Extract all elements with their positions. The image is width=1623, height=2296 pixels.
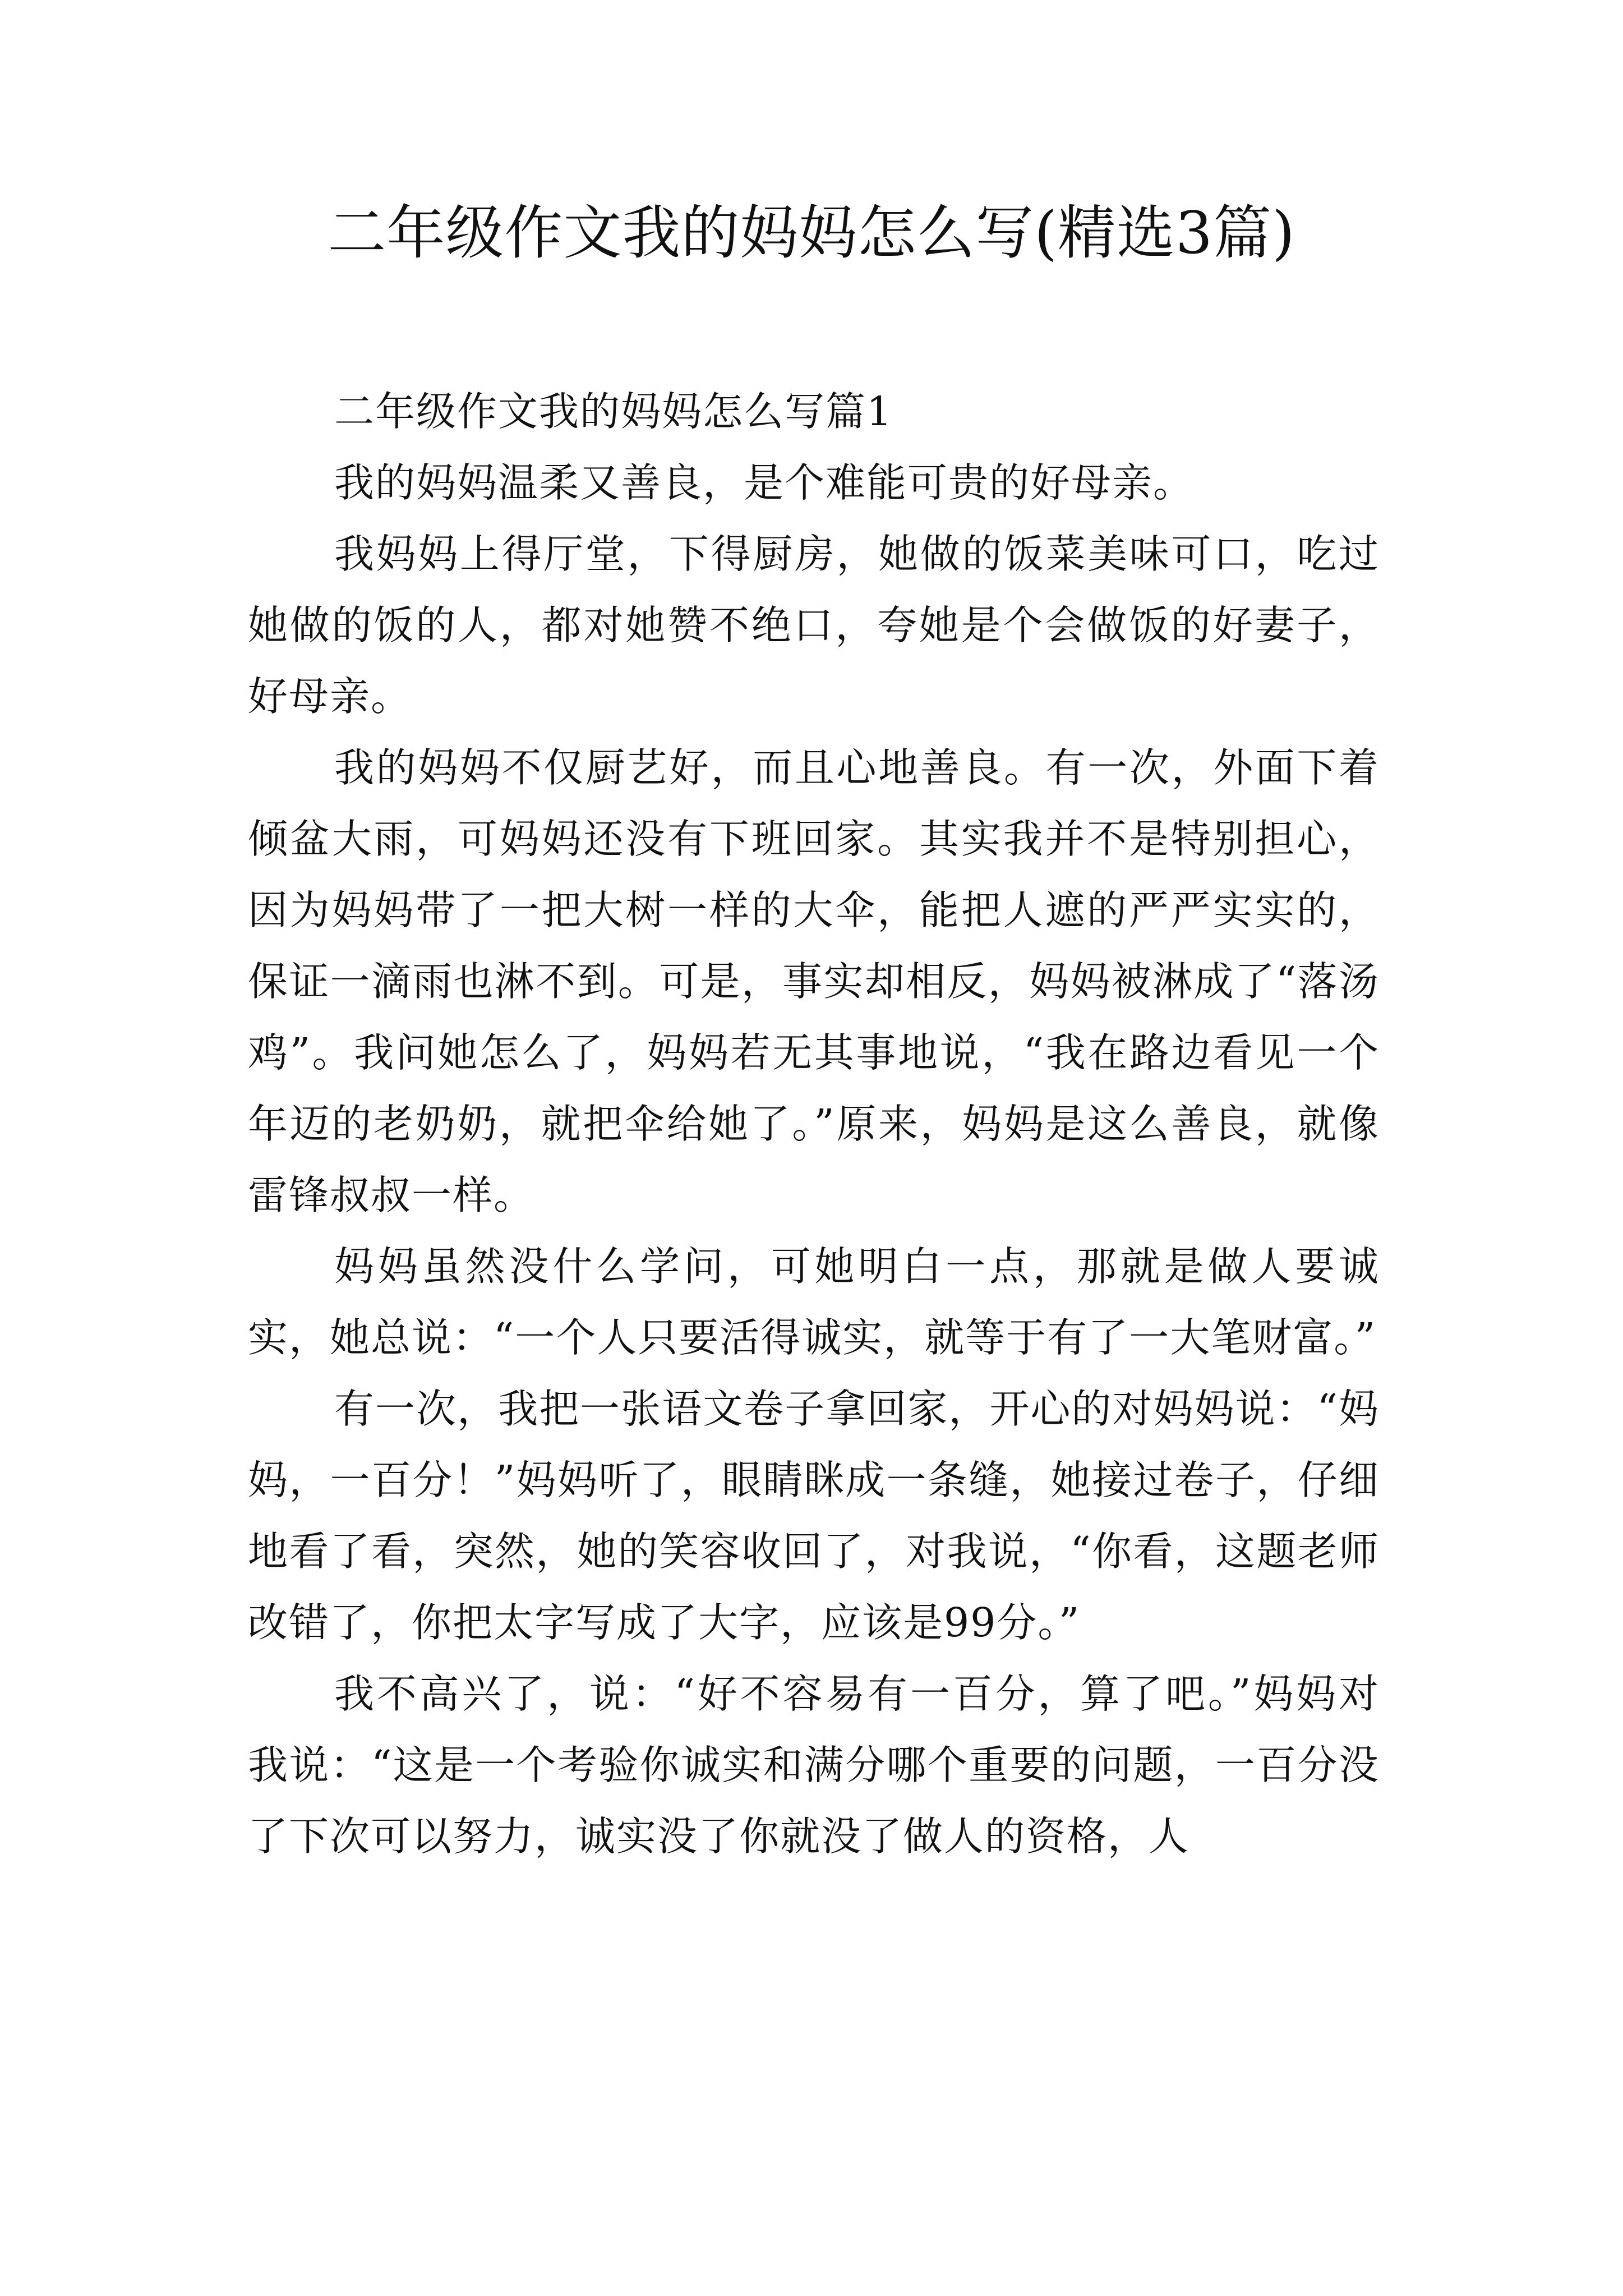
paragraph: 我不高兴了，说：“好不容易有一百分，算了吧。”妈妈对我说：“这是一个考验你诚实和满分哪个重要的问题，一百分没了下次可以努力，诚实没了你就没了做人的资格，人 (248, 1671, 1380, 1860)
paragraph: 有一次，我把一张语文卷子拿回家，开心的对妈妈说：“妈妈，一百分！”妈妈听了，眼睛眯成一条缝，她接过卷子，仔细地看了看，突然，她的笑容收回了，对我说，“你看，这题老师改错了，你把太字写成了大字，应该是99分。” (248, 1386, 1380, 1646)
section-heading: 二年级作文我的妈妈怎么写篇1 (334, 388, 893, 435)
paragraph: 妈妈虽然没什么学问，可她明白一点，那就是做人要诚实，她总说：“一个人只要活得诚实，就等于有了一大笔财富。” (248, 1243, 1380, 1361)
document-body (248, 376, 1380, 1872)
paragraph: 我妈妈上得厅堂，下得厨房，她做的饭菜美味可口，吃过她做的饭的人，都对她赞不绝口，夸她是个会做饭的好妻子，好母亲。 (248, 531, 1380, 720)
document-title: 二年级作文我的妈妈怎么写(精选3篇) (328, 199, 1295, 267)
paragraph: 我的妈妈温柔又善良，是个难能可贵的好母亲。 (334, 459, 1195, 506)
paragraph: 我的妈妈不仅厨艺好，而且心地善良。有一次，外面下着倾盆大雨，可妈妈还没有下班回家。其实我并不是特别担心，因为妈妈带了一把大树一样的大伞，能把人遮的严严实实的，保证一滴雨也淋不到。可是，事实却相反，妈妈被淋成了“落汤鸡”。我问她怎么了，妈妈若无其事地说，“我在路边看见一个年迈的老奶奶，就把伞给她了。”原来，妈妈是这么善良，就像雷锋叔叔一样。 (248, 744, 1380, 1218)
